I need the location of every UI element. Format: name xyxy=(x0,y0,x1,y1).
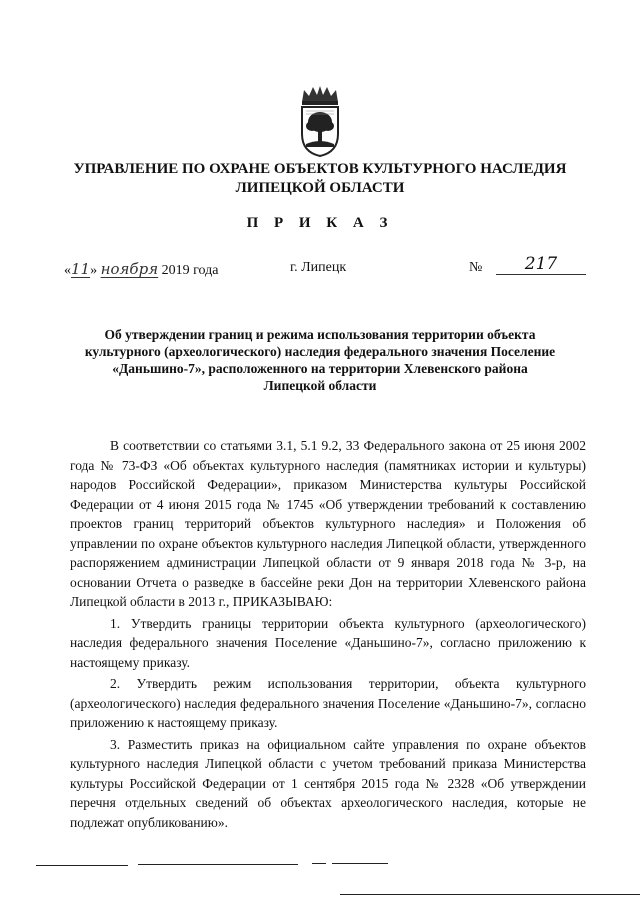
footer-rule-1 xyxy=(36,865,128,866)
footer-rule-4 xyxy=(332,863,388,864)
date-day: 11 xyxy=(71,260,91,278)
subject-line-3: «Даньшино-7», расположенного на территории Хлевенского района xyxy=(112,361,528,376)
date-and-number-line xyxy=(64,254,584,284)
footer-rule-3 xyxy=(312,863,326,864)
lipetsk-coat-of-arms-icon xyxy=(292,84,348,158)
order-item-2: 2. Утвердить режим использования территории, объекта культурного (археологического) наследия федерального значения Поселение «Даньшино-7», согласно приложению к настоящему приказу. xyxy=(70,676,586,730)
subject-line-1: Об утверждении границ и режима использования территории объекта xyxy=(104,327,536,342)
footer-rule-2 xyxy=(138,864,298,865)
agency-line-1: УПРАВЛЕНИЕ ПО ОХРАНЕ ОБЪЕКТОВ КУЛЬТУРНОГО НАСЛЕДИЯ xyxy=(73,161,567,177)
city: г. Липецк xyxy=(290,260,347,275)
date-close-quote: » xyxy=(90,263,98,278)
agency-line-2: ЛИПЕЦКОЙ ОБЛАСТИ xyxy=(235,180,405,196)
date-month: ноября xyxy=(100,260,159,278)
order-body xyxy=(70,436,586,832)
footer-rule-5 xyxy=(340,894,640,895)
preamble-paragraph: В соответствии со статьями 3.1, 5.1 9.2, 33 Федерального закона от 25 июня 2002 года № 73-ФЗ «Об объектах культурного наследия (памятниках истории и культуры) народов Российской Федерации», приказом Министерства культуры Российской Федерации от 4 июня 2015 года № 1745 «Об утверждении требований к составлению проектов границ территорий объектов культурного наследия» и Положения об управлении по охране объектов культурного наследия Липецкой области, утвержденного распоряжением администрации Липецкой области от 9 января 2018 года № 3-р, на основании Отчета о разведке в бассейне реки Дон на территории Хлевенского района Липецкой области в 2013 г., ПРИКАЗЫВАЮ: xyxy=(70,438,586,609)
order-item-3: 3. Разместить приказ на официальном сайте управления по охране объектов культурного наследия Липецкой области с учетом требований приказа Министерства культуры Российской Федерации от 1 сентября 2015 года № 2328 «Об утверждении перечня отдельных сведений об объектах археологического наследия, которые не подлежат опубликованию». xyxy=(70,736,586,830)
date-open-quote: « xyxy=(64,263,71,278)
agency-name xyxy=(40,160,600,198)
order-item-1: 1. Утвердить границы территории объекта культурного (археологического) наследия федерального значения Поселение «Даньшино-7», согласно приложению к настоящему приказу. xyxy=(70,615,586,670)
order-date xyxy=(64,260,218,279)
order-number-label: № xyxy=(469,260,483,275)
date-year: 2019 года xyxy=(161,263,219,278)
order-number-value: 217 xyxy=(496,254,586,275)
subject-line-2: культурного (археологического) наследия федерального значения Поселение xyxy=(84,344,556,359)
order-subject xyxy=(66,326,574,394)
subject-line-4: Липецкой области xyxy=(263,378,377,393)
document-type-title: П Р И К А З xyxy=(246,215,394,231)
